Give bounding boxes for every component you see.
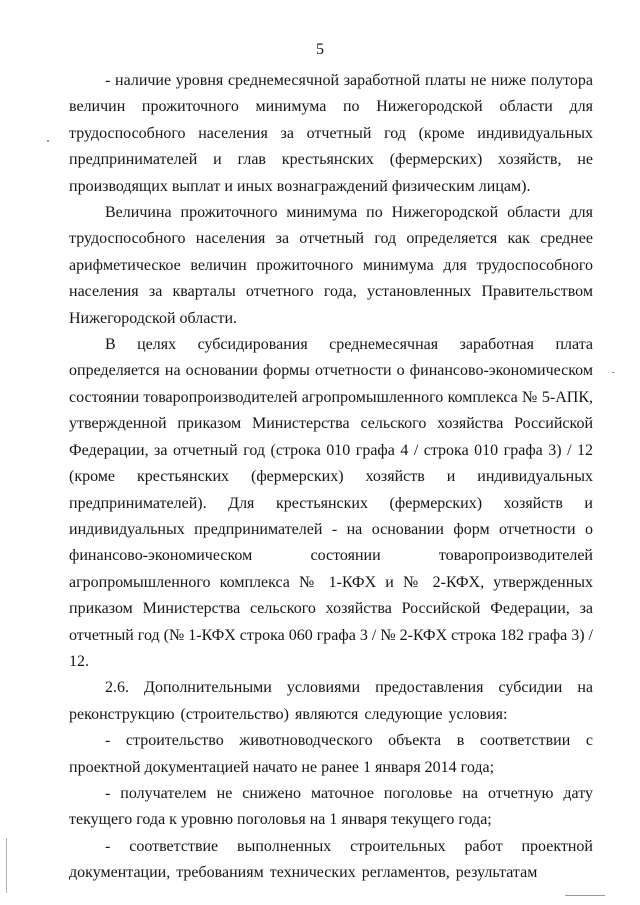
list-item-construction-start: - строительство животноводческого объекта в соответствии с проектной документацией начато не ранее 1 января 2014 года; bbox=[69, 732, 593, 776]
scan-edge-line bbox=[6, 838, 7, 893]
document-body bbox=[69, 68, 593, 887]
paragraph-salary-condition: - наличие уровня среднемесячной заработной платы не ниже полутора величин прожиточного минимума по Нижегородской области для трудоспособного населения за отчетный год (кроме индивидуальных предпринимателей и глав крестьянских (фермерских) хозяйств, не производящих выплат и иных вознаграждений физическим лицам). bbox=[69, 72, 593, 195]
paragraph-subsistence-minimum: Величина прожиточного минимума по Нижегородской области для трудоспособного населения за отчетный год определяется как среднее арифметическое величин прожиточного минимума для трудоспособного населения за кварталы отчетного года, установленных Правительством Нижегородской области. bbox=[69, 204, 593, 327]
paragraph-salary-calculation: В целях субсидирования среднемесячная заработная плата определяется на основании формы отчетности о финансово-экономическом состоянии товаропроизводителей агропромышленного комплекса № 5-АПК, утвержденной приказом Министерства сельского хозяйства Российской Федерации, за отчетный год (строка 010 графа 4 / строка 010 графа 3) / 12 (кроме крестьянских (фермерских) хозяйств и индивидуальных предпринимателей). Для крестьянских (фермерских) хозяйств и индивидуальных предпринимателей - на основании форм отчетности о финансово-экономическом состоянии товаропроизводителей агропромышленного комплекса № 1-КФХ и № 2-КФХ, утвержденных приказом Министерства сельского хозяйства Российской Федерации, за отчетный год (№ 1-КФХ строка 060 графа 3 / № 2-КФХ строка 182 графа 3) / 12. bbox=[69, 336, 593, 670]
scan-speck bbox=[47, 140, 49, 142]
scan-speck bbox=[565, 895, 605, 896]
list-item-livestock-level: - получателем не снижено маточное поголовье на отчетную дату текущего года к уровню поголовья на 1 января текущего года; bbox=[69, 784, 593, 829]
page-number: 5 bbox=[316, 41, 324, 58]
scan-speck bbox=[612, 372, 615, 373]
paragraph-additional-conditions: 2.6. Дополнительными условиями предоставления субсидии на реконструкцию (строительство) являются следующие условия: bbox=[69, 679, 593, 723]
list-item-work-compliance: - соответствие выполненных строительных работ проектной документации, требованиям технических регламентов, результатам bbox=[69, 837, 593, 882]
